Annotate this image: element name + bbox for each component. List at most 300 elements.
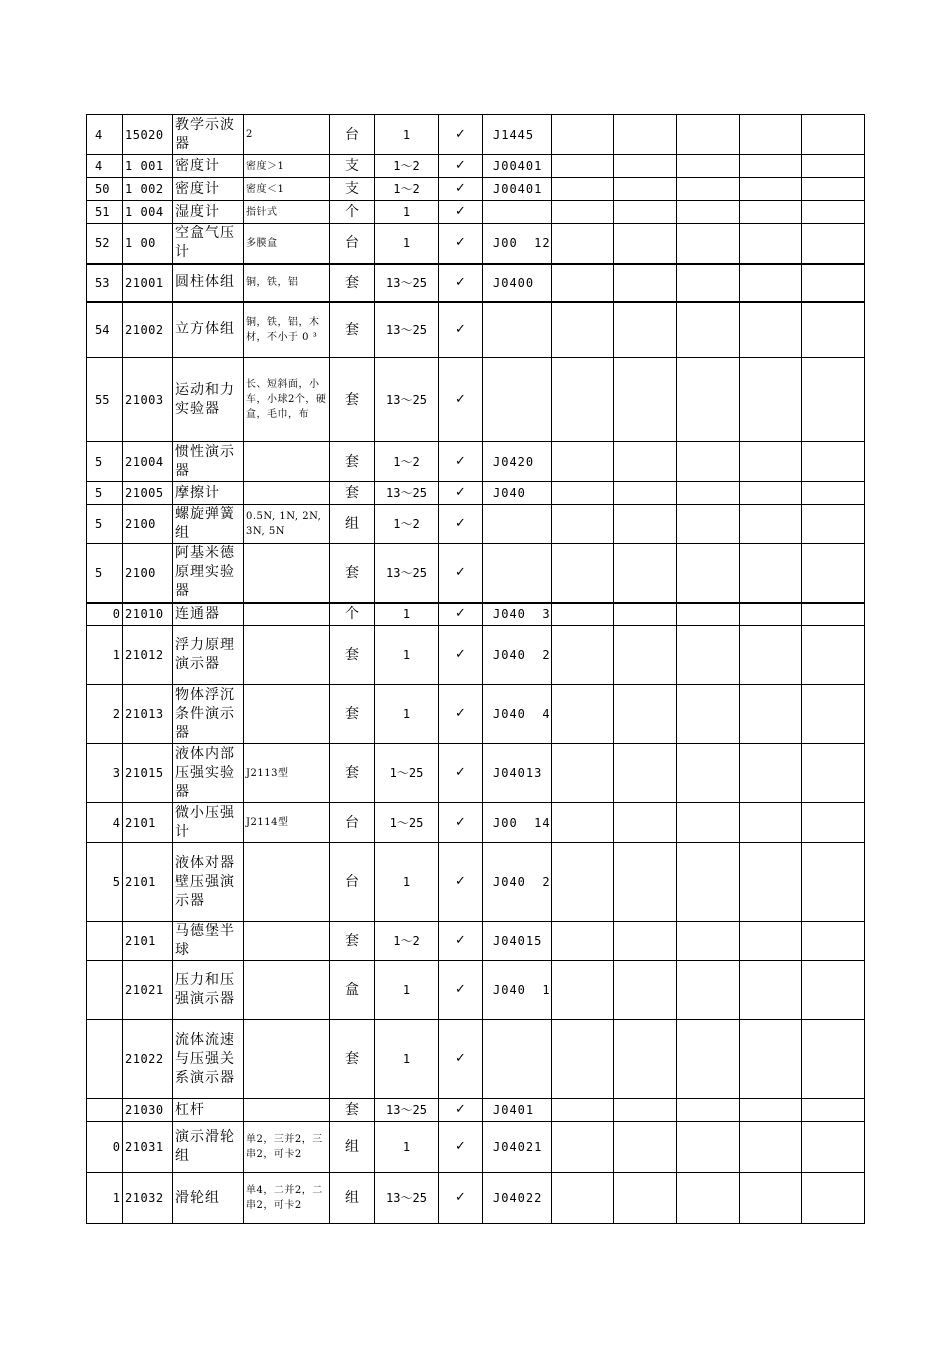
- checkmark-cell: ✓: [439, 178, 483, 201]
- checkmark-cell: ✓: [439, 1020, 483, 1099]
- quantity-cell: 13～25: [375, 1099, 439, 1122]
- empty-cell: [552, 1099, 614, 1122]
- item-code-cell: 1 002: [123, 178, 173, 201]
- empty-cell: [614, 922, 677, 961]
- item-code-cell: 21030: [123, 1099, 173, 1122]
- empty-cell: [802, 178, 865, 201]
- empty-cell: [677, 115, 740, 155]
- empty-cell: [802, 685, 865, 744]
- checkmark-cell: ✓: [439, 155, 483, 178]
- checkmark-cell: ✓: [439, 626, 483, 685]
- checkmark-cell: ✓: [439, 505, 483, 544]
- row-index-cell: [87, 1099, 123, 1122]
- empty-cell: [614, 482, 677, 505]
- empty-cell: [552, 482, 614, 505]
- empty-cell: [677, 603, 740, 626]
- empty-cell: [677, 685, 740, 744]
- checkmark-cell: ✓: [439, 1122, 483, 1173]
- row-index-cell: 53: [87, 264, 123, 302]
- item-name-cell: 连通器: [173, 603, 244, 626]
- unit-cell: 套: [330, 358, 375, 442]
- reference-code-cell: J00401: [483, 178, 552, 201]
- table-row: [87, 685, 865, 744]
- item-name-cell: 压力和压强演示器: [173, 961, 244, 1020]
- table-row: [87, 603, 865, 626]
- empty-cell: [802, 544, 865, 603]
- item-code-cell: 2100: [123, 505, 173, 544]
- empty-cell: [677, 358, 740, 442]
- item-name-cell: 物体浮沉条件演示器: [173, 685, 244, 744]
- empty-cell: [552, 224, 614, 264]
- checkmark-cell: ✓: [439, 1099, 483, 1122]
- empty-cell: [802, 1173, 865, 1224]
- quantity-cell: 1: [375, 961, 439, 1020]
- item-code-cell: 2101: [123, 803, 173, 843]
- empty-cell: [740, 505, 802, 544]
- item-code-cell: 21002: [123, 302, 173, 358]
- table-body: [87, 115, 865, 1224]
- empty-cell: [740, 1099, 802, 1122]
- row-index-cell: 0: [87, 603, 123, 626]
- empty-cell: [740, 178, 802, 201]
- quantity-cell: 1: [375, 115, 439, 155]
- unit-cell: 台: [330, 224, 375, 264]
- empty-cell: [552, 115, 614, 155]
- empty-cell: [552, 505, 614, 544]
- empty-cell: [802, 922, 865, 961]
- row-index-cell: 4: [87, 115, 123, 155]
- unit-cell: 套: [330, 626, 375, 685]
- unit-cell: 组: [330, 1122, 375, 1173]
- empty-cell: [552, 178, 614, 201]
- empty-cell: [677, 224, 740, 264]
- checkmark-cell: ✓: [439, 482, 483, 505]
- item-name-cell: 流体流速与压强关系演示器: [173, 1020, 244, 1099]
- row-index-cell: 2: [87, 685, 123, 744]
- row-index-cell: 1: [87, 1173, 123, 1224]
- checkmark-cell: ✓: [439, 685, 483, 744]
- item-name-cell: 教学示波器: [173, 115, 244, 155]
- item-code-cell: 21001: [123, 264, 173, 302]
- table-row: [87, 1099, 865, 1122]
- empty-cell: [802, 482, 865, 505]
- item-spec-cell: [244, 603, 330, 626]
- item-code-cell: 21003: [123, 358, 173, 442]
- row-index-cell: 4: [87, 155, 123, 178]
- unit-cell: 盒: [330, 961, 375, 1020]
- reference-code-cell: J1445: [483, 115, 552, 155]
- table-row: [87, 626, 865, 685]
- table-row: [87, 961, 865, 1020]
- unit-cell: 套: [330, 442, 375, 482]
- empty-cell: [802, 744, 865, 803]
- unit-cell: 套: [330, 302, 375, 358]
- unit-cell: 支: [330, 178, 375, 201]
- item-code-cell: 2100: [123, 544, 173, 603]
- quantity-cell: 1～2: [375, 922, 439, 961]
- row-index-cell: 5: [87, 442, 123, 482]
- empty-cell: [740, 224, 802, 264]
- unit-cell: 组: [330, 505, 375, 544]
- empty-cell: [552, 843, 614, 922]
- empty-cell: [802, 302, 865, 358]
- empty-cell: [740, 115, 802, 155]
- item-name-cell: 阿基米德原理实验器: [173, 544, 244, 603]
- empty-cell: [614, 442, 677, 482]
- empty-cell: [677, 544, 740, 603]
- quantity-cell: 1～2: [375, 442, 439, 482]
- empty-cell: [614, 505, 677, 544]
- empty-cell: [740, 961, 802, 1020]
- item-name-cell: 马德堡半球: [173, 922, 244, 961]
- checkmark-cell: ✓: [439, 224, 483, 264]
- item-code-cell: 1 001: [123, 155, 173, 178]
- empty-cell: [802, 505, 865, 544]
- item-spec-cell: [244, 685, 330, 744]
- unit-cell: 台: [330, 115, 375, 155]
- unit-cell: 个: [330, 201, 375, 224]
- item-spec-cell: [244, 544, 330, 603]
- row-index-cell: 4: [87, 803, 123, 843]
- checkmark-cell: ✓: [439, 744, 483, 803]
- table-row: [87, 482, 865, 505]
- quantity-cell: 1: [375, 1122, 439, 1173]
- empty-cell: [552, 302, 614, 358]
- empty-cell: [740, 1020, 802, 1099]
- item-spec-cell: [244, 1020, 330, 1099]
- quantity-cell: 1: [375, 224, 439, 264]
- empty-cell: [677, 922, 740, 961]
- item-name-cell: 摩擦计: [173, 482, 244, 505]
- empty-cell: [552, 803, 614, 843]
- reference-code-cell: J0400: [483, 264, 552, 302]
- empty-cell: [802, 358, 865, 442]
- item-spec-cell: 铜，铁，铝: [244, 264, 330, 302]
- quantity-cell: 13～25: [375, 482, 439, 505]
- table-row: [87, 744, 865, 803]
- empty-cell: [740, 302, 802, 358]
- item-name-cell: 惯性演示器: [173, 442, 244, 482]
- item-code-cell: 21010: [123, 603, 173, 626]
- empty-cell: [677, 302, 740, 358]
- item-name-cell: 运动和力实验器: [173, 358, 244, 442]
- table-row: [87, 1020, 865, 1099]
- empty-cell: [802, 603, 865, 626]
- table-row: [87, 358, 865, 442]
- quantity-cell: 1: [375, 1020, 439, 1099]
- empty-cell: [802, 442, 865, 482]
- empty-cell: [802, 803, 865, 843]
- empty-cell: [614, 155, 677, 178]
- empty-cell: [677, 803, 740, 843]
- row-index-cell: 5: [87, 544, 123, 603]
- item-name-cell: 微小压强计: [173, 803, 244, 843]
- empty-cell: [677, 626, 740, 685]
- empty-cell: [677, 442, 740, 482]
- empty-cell: [614, 803, 677, 843]
- empty-cell: [614, 1099, 677, 1122]
- empty-cell: [614, 302, 677, 358]
- checkmark-cell: ✓: [439, 961, 483, 1020]
- unit-cell: 套: [330, 922, 375, 961]
- item-code-cell: 2101: [123, 843, 173, 922]
- item-code-cell: 21004: [123, 442, 173, 482]
- reference-code-cell: J00401: [483, 155, 552, 178]
- item-code-cell: 21022: [123, 1020, 173, 1099]
- item-name-cell: 滑轮组: [173, 1173, 244, 1224]
- empty-cell: [614, 544, 677, 603]
- unit-cell: 台: [330, 843, 375, 922]
- checkmark-cell: ✓: [439, 442, 483, 482]
- row-index-cell: [87, 1020, 123, 1099]
- empty-cell: [614, 201, 677, 224]
- checkmark-cell: ✓: [439, 803, 483, 843]
- empty-cell: [552, 685, 614, 744]
- item-spec-cell: [244, 843, 330, 922]
- row-index-cell: 50: [87, 178, 123, 201]
- empty-cell: [802, 224, 865, 264]
- reference-code-cell: J040: [483, 482, 552, 505]
- item-code-cell: 21021: [123, 961, 173, 1020]
- empty-cell: [552, 201, 614, 224]
- empty-cell: [740, 544, 802, 603]
- reference-code-cell: [483, 358, 552, 442]
- empty-cell: [740, 358, 802, 442]
- empty-cell: [677, 843, 740, 922]
- quantity-cell: 1: [375, 685, 439, 744]
- item-name-cell: 浮力原理演示器: [173, 626, 244, 685]
- row-index-cell: 52: [87, 224, 123, 264]
- quantity-cell: 1～25: [375, 744, 439, 803]
- item-spec-cell: [244, 922, 330, 961]
- unit-cell: 套: [330, 482, 375, 505]
- reference-code-cell: [483, 1020, 552, 1099]
- quantity-cell: 1～2: [375, 155, 439, 178]
- quantity-cell: 13～25: [375, 544, 439, 603]
- item-name-cell: 立方体组: [173, 302, 244, 358]
- empty-cell: [740, 685, 802, 744]
- empty-cell: [740, 843, 802, 922]
- reference-code-cell: J040 1: [483, 961, 552, 1020]
- item-spec-cell: [244, 961, 330, 1020]
- item-spec-cell: 单4，二并2，二串2，可卡2: [244, 1173, 330, 1224]
- table-row: [87, 803, 865, 843]
- item-code-cell: 21032: [123, 1173, 173, 1224]
- item-spec-cell: 2: [244, 115, 330, 155]
- item-code-cell: 21013: [123, 685, 173, 744]
- item-name-cell: 杠杆: [173, 1099, 244, 1122]
- item-spec-cell: [244, 626, 330, 685]
- table-row: [87, 224, 865, 264]
- table-row: [87, 1173, 865, 1224]
- quantity-cell: 1: [375, 843, 439, 922]
- quantity-cell: 1: [375, 201, 439, 224]
- reference-code-cell: J00 12: [483, 224, 552, 264]
- empty-cell: [802, 201, 865, 224]
- quantity-cell: 1～2: [375, 178, 439, 201]
- table-row: [87, 505, 865, 544]
- empty-cell: [552, 603, 614, 626]
- item-name-cell: 液体内部压强实验器: [173, 744, 244, 803]
- row-index-cell: 5: [87, 843, 123, 922]
- quantity-cell: 13～25: [375, 358, 439, 442]
- empty-cell: [677, 505, 740, 544]
- empty-cell: [802, 155, 865, 178]
- empty-cell: [614, 224, 677, 264]
- empty-cell: [740, 1122, 802, 1173]
- table-row: [87, 264, 865, 302]
- reference-code-cell: J04013: [483, 744, 552, 803]
- empty-cell: [740, 744, 802, 803]
- row-index-cell: 0: [87, 1122, 123, 1173]
- item-spec-cell: [244, 482, 330, 505]
- empty-cell: [802, 1122, 865, 1173]
- empty-cell: [740, 922, 802, 961]
- empty-cell: [614, 843, 677, 922]
- unit-cell: 套: [330, 685, 375, 744]
- item-spec-cell: 铜，铁，铝，木材，不小于 0 ³: [244, 302, 330, 358]
- empty-cell: [552, 1122, 614, 1173]
- row-index-cell: [87, 922, 123, 961]
- empty-cell: [740, 626, 802, 685]
- reference-code-cell: J04022: [483, 1173, 552, 1224]
- empty-cell: [552, 442, 614, 482]
- empty-cell: [802, 264, 865, 302]
- empty-cell: [740, 442, 802, 482]
- table-row: [87, 155, 865, 178]
- reference-code-cell: J040 3: [483, 603, 552, 626]
- item-name-cell: 液体对器壁压强演示器: [173, 843, 244, 922]
- unit-cell: 套: [330, 744, 375, 803]
- row-index-cell: 5: [87, 482, 123, 505]
- checkmark-cell: ✓: [439, 115, 483, 155]
- checkmark-cell: ✓: [439, 603, 483, 626]
- table-row: [87, 115, 865, 155]
- row-index-cell: 1: [87, 626, 123, 685]
- empty-cell: [740, 1173, 802, 1224]
- empty-cell: [614, 115, 677, 155]
- reference-code-cell: J0420: [483, 442, 552, 482]
- item-spec-cell: [244, 442, 330, 482]
- unit-cell: 台: [330, 803, 375, 843]
- item-code-cell: 21015: [123, 744, 173, 803]
- quantity-cell: 13～25: [375, 302, 439, 358]
- empty-cell: [614, 1122, 677, 1173]
- item-name-cell: 圆柱体组: [173, 264, 244, 302]
- row-index-cell: [87, 961, 123, 1020]
- item-spec-cell: 0.5N, 1N, 2N, 3N, 5N: [244, 505, 330, 544]
- row-index-cell: 55: [87, 358, 123, 442]
- checkmark-cell: ✓: [439, 544, 483, 603]
- empty-cell: [552, 358, 614, 442]
- item-spec-cell: J2114型: [244, 803, 330, 843]
- empty-cell: [552, 155, 614, 178]
- empty-cell: [740, 201, 802, 224]
- table-row: [87, 178, 865, 201]
- reference-code-cell: [483, 201, 552, 224]
- empty-cell: [677, 961, 740, 1020]
- item-spec-cell: 指针式: [244, 201, 330, 224]
- row-index-cell: 54: [87, 302, 123, 358]
- reference-code-cell: J00 14: [483, 803, 552, 843]
- item-spec-cell: J2113型: [244, 744, 330, 803]
- empty-cell: [614, 264, 677, 302]
- empty-cell: [552, 744, 614, 803]
- item-code-cell: 1 00: [123, 224, 173, 264]
- item-name-cell: 密度计: [173, 178, 244, 201]
- empty-cell: [614, 626, 677, 685]
- item-name-cell: 密度计: [173, 155, 244, 178]
- reference-code-cell: J040 2: [483, 843, 552, 922]
- table-row: [87, 544, 865, 603]
- quantity-cell: 13～25: [375, 1173, 439, 1224]
- empty-cell: [802, 1099, 865, 1122]
- empty-cell: [614, 961, 677, 1020]
- empty-cell: [677, 201, 740, 224]
- item-code-cell: 2101: [123, 922, 173, 961]
- empty-cell: [614, 178, 677, 201]
- checkmark-cell: ✓: [439, 201, 483, 224]
- empty-cell: [740, 482, 802, 505]
- unit-cell: 支: [330, 155, 375, 178]
- empty-cell: [552, 961, 614, 1020]
- empty-cell: [677, 1099, 740, 1122]
- empty-cell: [614, 685, 677, 744]
- unit-cell: 组: [330, 1173, 375, 1224]
- empty-cell: [677, 1020, 740, 1099]
- unit-cell: 套: [330, 544, 375, 603]
- reference-code-cell: J04021: [483, 1122, 552, 1173]
- empty-cell: [614, 744, 677, 803]
- item-code-cell: 21005: [123, 482, 173, 505]
- unit-cell: 套: [330, 264, 375, 302]
- item-name-cell: 螺旋弹簧组: [173, 505, 244, 544]
- item-spec-cell: 多膜盒: [244, 224, 330, 264]
- equipment-table: [86, 114, 865, 1224]
- empty-cell: [614, 358, 677, 442]
- empty-cell: [677, 264, 740, 302]
- reference-code-cell: [483, 505, 552, 544]
- empty-cell: [740, 603, 802, 626]
- item-code-cell: 21031: [123, 1122, 173, 1173]
- empty-cell: [614, 603, 677, 626]
- checkmark-cell: ✓: [439, 358, 483, 442]
- empty-cell: [552, 544, 614, 603]
- checkmark-cell: ✓: [439, 302, 483, 358]
- empty-cell: [740, 155, 802, 178]
- reference-code-cell: [483, 302, 552, 358]
- row-index-cell: 51: [87, 201, 123, 224]
- empty-cell: [552, 1173, 614, 1224]
- checkmark-cell: ✓: [439, 264, 483, 302]
- table-row: [87, 201, 865, 224]
- quantity-cell: 1: [375, 626, 439, 685]
- item-name-cell: 空盒气压计: [173, 224, 244, 264]
- empty-cell: [552, 626, 614, 685]
- reference-code-cell: J04015: [483, 922, 552, 961]
- quantity-cell: 13～25: [375, 264, 439, 302]
- empty-cell: [740, 803, 802, 843]
- item-spec-cell: 单2，三并2，三串2，可卡2: [244, 1122, 330, 1173]
- row-index-cell: 5: [87, 505, 123, 544]
- empty-cell: [552, 264, 614, 302]
- item-spec-cell: [244, 1099, 330, 1122]
- item-spec-cell: 密度＞1: [244, 155, 330, 178]
- table-row: [87, 302, 865, 358]
- unit-cell: 套: [330, 1020, 375, 1099]
- empty-cell: [677, 1122, 740, 1173]
- empty-cell: [552, 1020, 614, 1099]
